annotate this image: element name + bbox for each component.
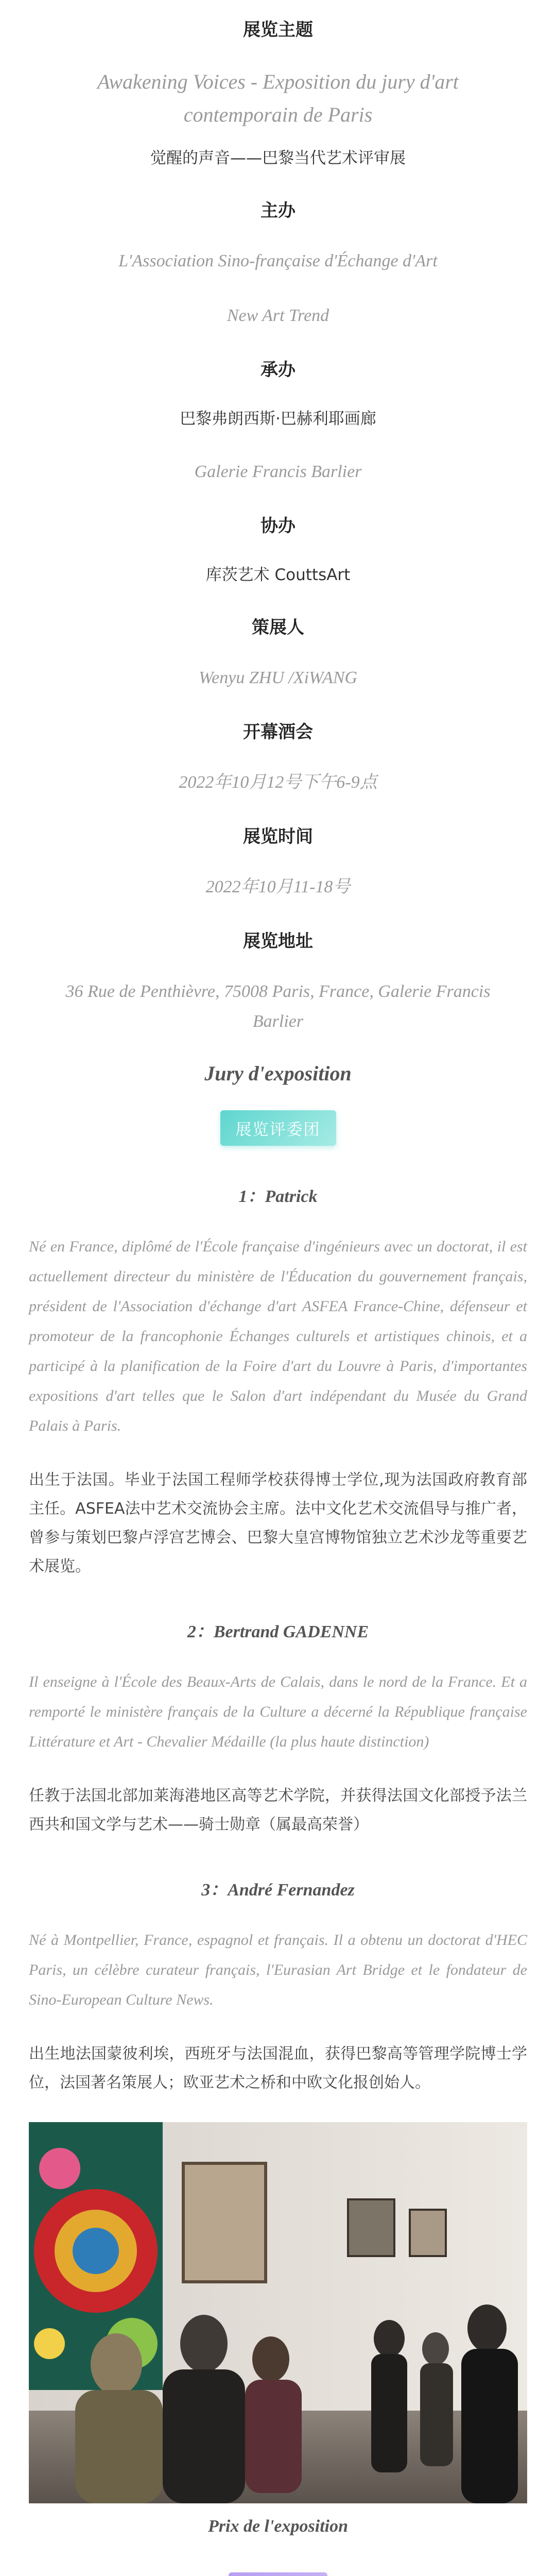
framed-artwork-small xyxy=(348,2199,394,2256)
photo-caption: Prix de l'exposition xyxy=(208,2517,348,2536)
address-heading: 展览地址 xyxy=(243,931,313,952)
host-cn: 巴黎弗朗西斯·巴赫利耶画廊 xyxy=(180,410,376,428)
juror-3-bio-cn: 出生地法国蒙彼利埃，西班牙与法国混血，获得巴黎高等管理学院博士学位，法国著名策展人；欧亚艺术之桥和中欧文化报创始人。 xyxy=(29,2045,527,2092)
juror-3-bio-fr: Né à Montpellier, France, espagnol et français. Il a obtenu un doctorat d'HEC Paris, un célèbre curateur français, l'Eurasian Art Bridge et le fondateur de Sino-European Culture News. xyxy=(29,1931,527,2008)
juror-2-bio-fr: Il enseigne à l'École des Beaux-Arts de Calais, dans le nord de la France. Et a remporté le ministère français de la Culture a décerné la République française Littérature et Art - Chevalier Médaille (la plus haute distinction) xyxy=(29,1673,527,1750)
juror-2-bio-cn: 任教于法国北部加莱海港地区高等艺术学院，并获得法国文化部授予法兰西共和国文学与艺术——骑士勋章（属最高荣誉） xyxy=(29,1787,527,1834)
opening-heading: 开幕酒会 xyxy=(243,722,313,742)
juror-1-title: 1：Patrick xyxy=(238,1187,318,1206)
organizer-line-2: New Art Trend xyxy=(227,306,329,325)
host-fr: Galerie Francis Barlier xyxy=(194,462,362,481)
jury-title: Jury d'exposition xyxy=(204,1062,352,1085)
address-value: 36 Rue de Penthièvre, 75008 Paris, France, Galerie Francis Barlier xyxy=(65,982,491,1031)
organizer-line-1: L'Association Sino-française d'Échange d'Art xyxy=(118,251,438,270)
theme-title-cn: 觉醒的声音——巴黎当代艺术评审展 xyxy=(150,149,406,167)
juror-1-bio-fr: Né en France, diplômé de l'École française d'ingénieurs avec un doctorat, il est actuellement directeur du ministère de l'Éducation du gouvernement français, président de l'Association d'échange d'art ASFEA France-Chine, défenseur et promoteur de la francophonie Échanges culturels et artistiques chinois, et a participé à la planification de la Foire d'art du Louvre à Paris, d'importantes expositions d'art telles que le Salon d'art indépendant du Musée du Grand Palais à Paris. xyxy=(29,1238,527,1434)
framed-artwork-small xyxy=(410,2210,446,2256)
theme-heading: 展览主题 xyxy=(243,20,313,40)
opening-time: 2022年10月12号下午6-9点 xyxy=(179,773,377,792)
framed-artwork xyxy=(183,2163,266,2282)
curator-heading: 策展人 xyxy=(252,617,304,638)
host-heading: 承办 xyxy=(260,360,296,380)
gallery-photo xyxy=(29,2122,527,2503)
gallery-scene xyxy=(29,2122,527,2503)
awards-badge xyxy=(229,2572,327,2576)
juror-2-title: 2：Bertrand GADENNE xyxy=(187,1622,369,1641)
jury-badge: 展览评委团 xyxy=(220,1110,336,1146)
co-host-heading: 协办 xyxy=(260,516,296,536)
period-heading: 展览时间 xyxy=(243,826,313,847)
period-dates: 2022年10月11-18号 xyxy=(205,877,351,896)
juror-3-title: 3：André Fernandez xyxy=(201,1880,355,1900)
theme-title-fr: Awakening Voices - Exposition du jury d'art contemporain de Paris xyxy=(97,70,459,126)
organizer-heading: 主办 xyxy=(260,200,296,221)
curator-name: Wenyu ZHU /XiWANG xyxy=(198,668,357,687)
co-host-name: 库茨艺术 CouttsArt xyxy=(205,566,351,584)
juror-1-bio-cn: 出生于法国。毕业于法国工程师学校获得博士学位,现为法国政府教育部主任。ASFEA法中艺术交流协会主席。法中文化艺术交流倡导与推广者，曾参与策划巴黎卢浮宫艺博会、巴黎大皇宫博物馆独立艺术沙龙等重要艺术展览。 xyxy=(29,1471,527,1575)
